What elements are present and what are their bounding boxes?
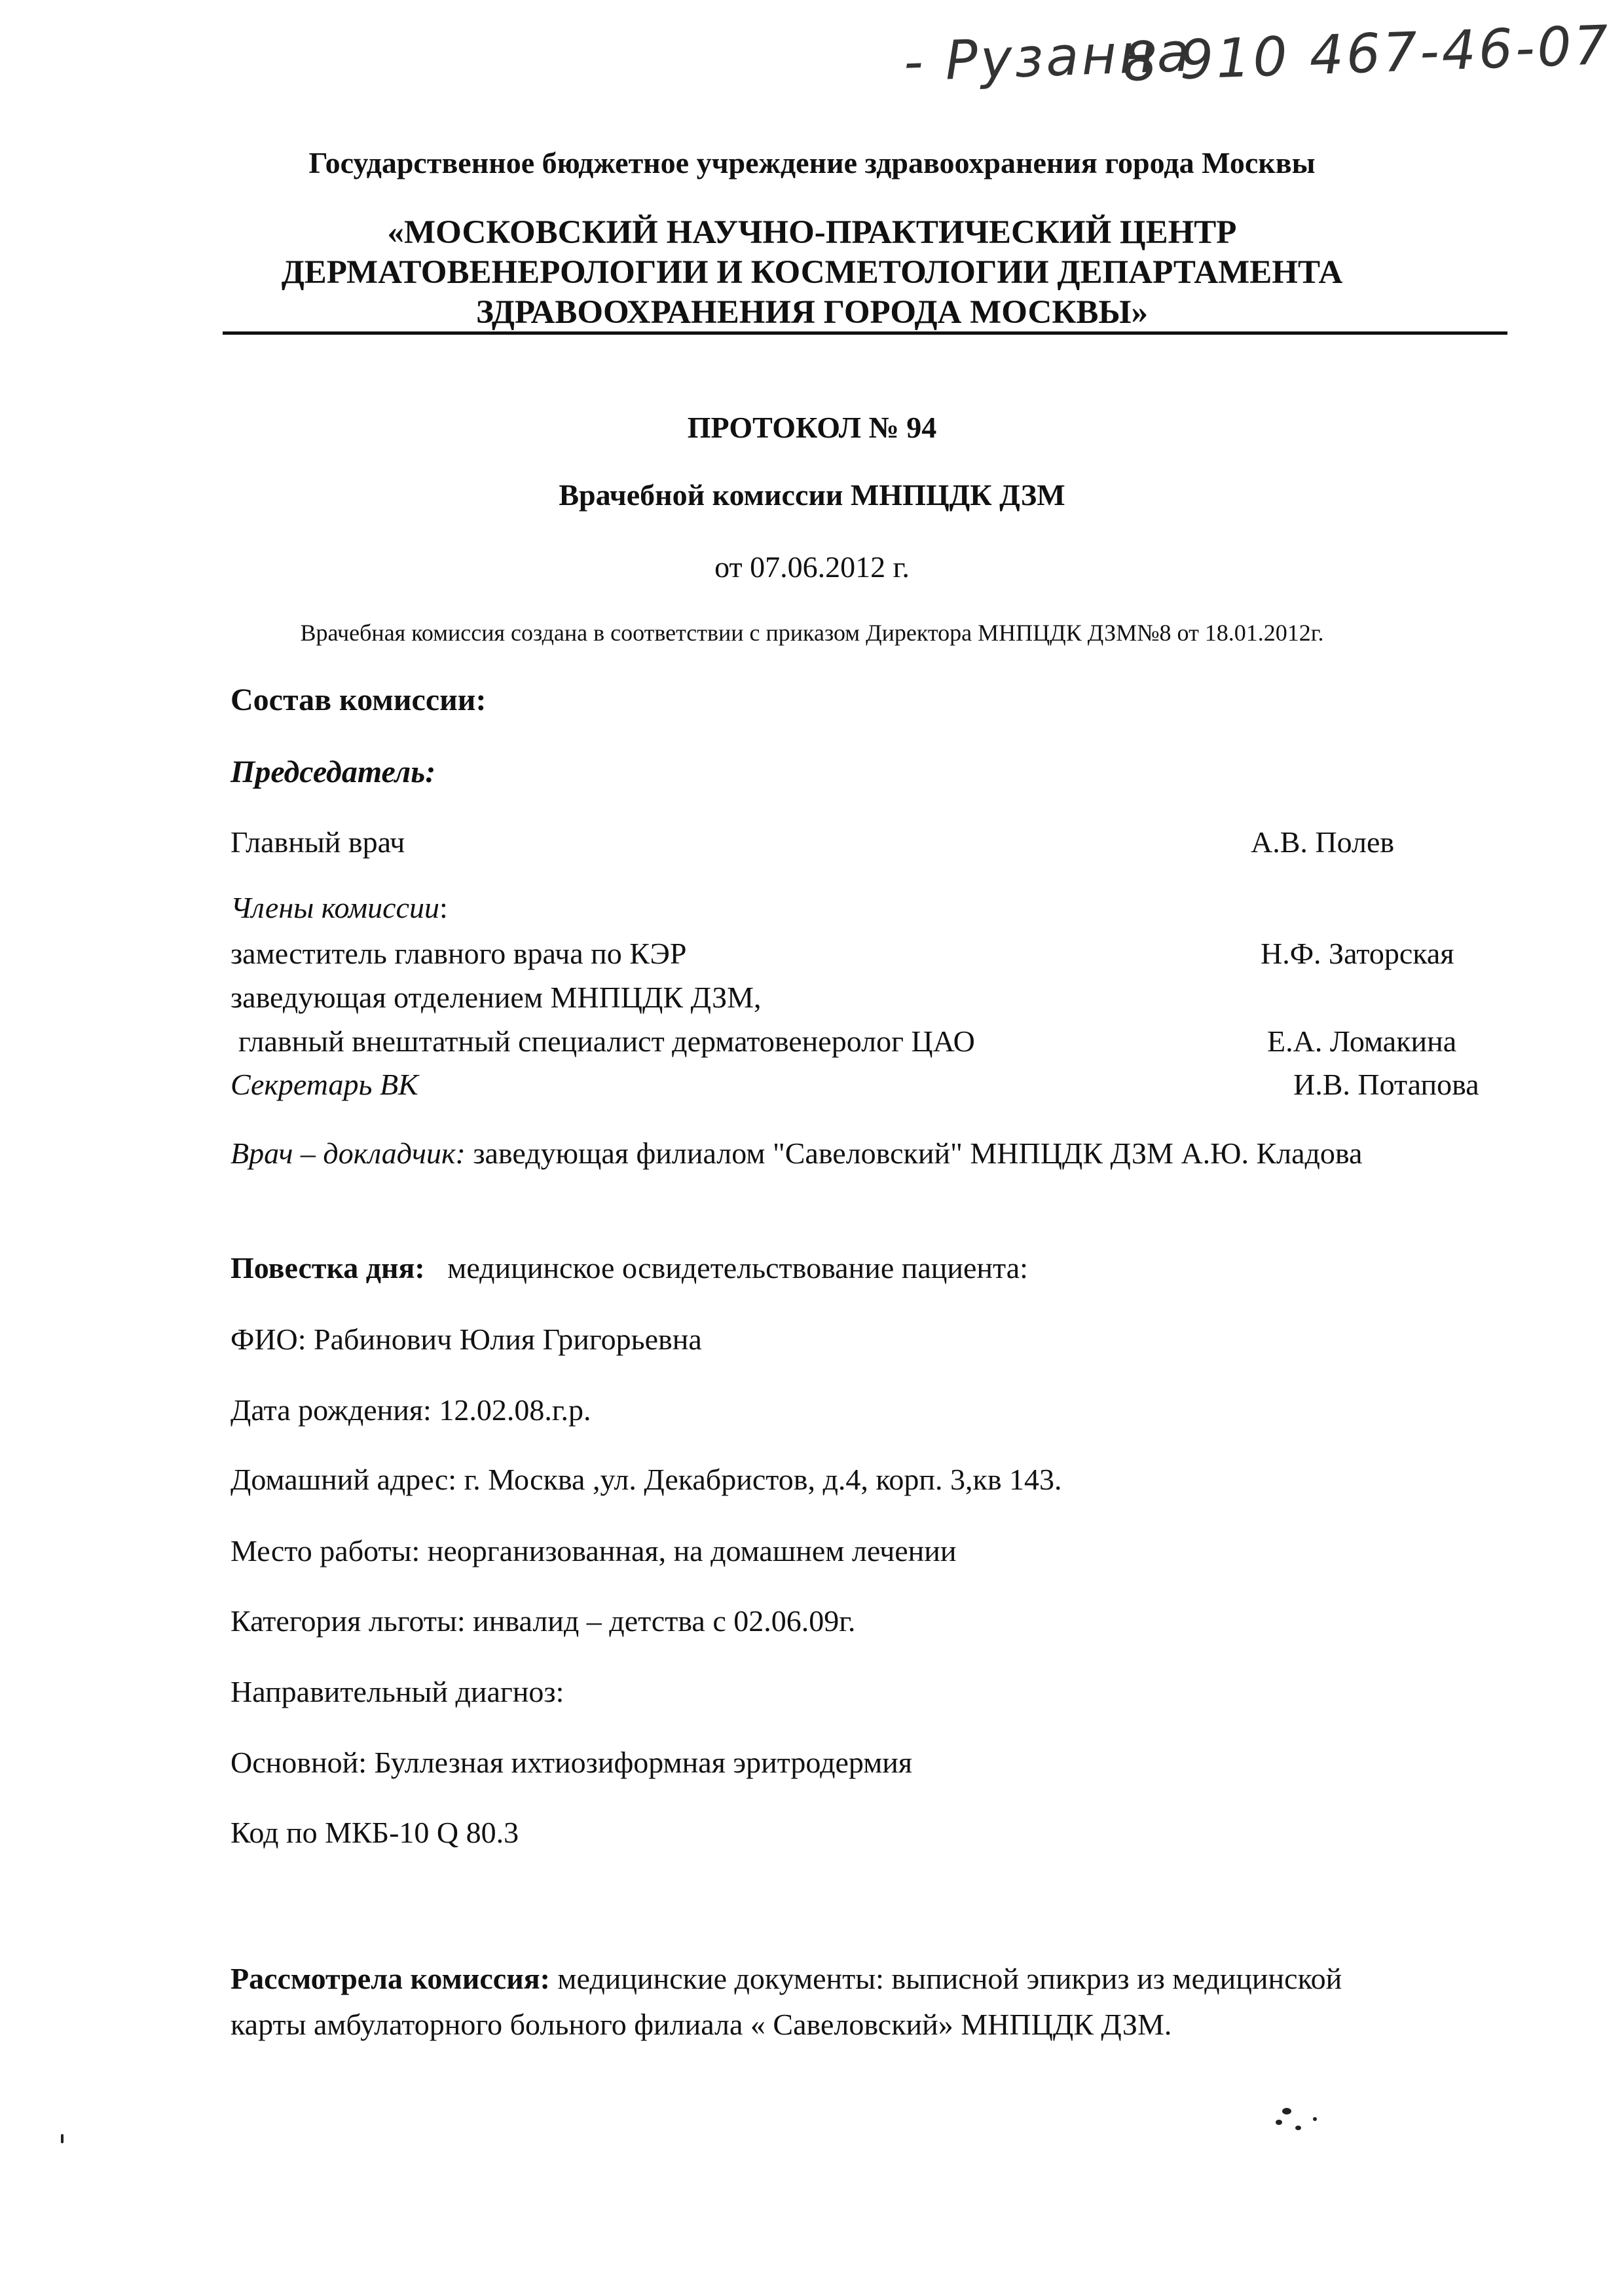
scan-speck xyxy=(1282,2108,1291,2114)
scan-speck xyxy=(1313,2117,1317,2121)
handwritten-name-text: Рузанна xyxy=(944,21,1194,92)
member-2-role-line-1: заведующая отделением МНПЦДК ДЗМ, xyxy=(231,981,762,1014)
protocol-subtitle: Врачебной комиссии МНПЦДК ДЗМ xyxy=(559,478,1065,512)
reporter-line xyxy=(231,1138,1362,1169)
icd10-code: Код по МКБ-10 Q 80.3 xyxy=(231,1816,519,1849)
referral-diagnosis-label: Направительный диагноз: xyxy=(231,1675,564,1708)
secretary-role: Секретарь ВК xyxy=(231,1068,418,1101)
reviewed-line-1 xyxy=(231,1964,1342,1994)
member-2-name: Е.А. Ломакина xyxy=(1267,1024,1457,1058)
center-name-line-1: «МОСКОВСКИЙ НАУЧНО-ПРАКТИЧЕСКИЙ ЦЕНТР xyxy=(387,214,1237,251)
reviewed-line-2: карты амбулаторного больного филиала « Савеловский» МНПЦДК ДЗМ. xyxy=(231,2008,1172,2041)
agenda-gap xyxy=(425,1251,448,1285)
chair-label: Председатель: xyxy=(231,755,436,789)
scan-speck xyxy=(1295,2126,1301,2130)
handwritten-dash: - xyxy=(902,29,947,94)
institution-name: Государственное бюджетное учреждение здравоохранения города Москвы xyxy=(308,146,1316,179)
patient-birthdate: Дата рождения: 12.02.08.г.р. xyxy=(231,1393,591,1427)
patient-fio: ФИО: Рабинович Юлия Григорьевна xyxy=(231,1323,702,1356)
header-divider xyxy=(223,331,1507,335)
center-name-line-2: ДЕРМАТОВЕНЕРОЛОГИИ И КОСМЕТОЛОГИИ ДЕПАРТАМЕНТА xyxy=(281,254,1343,291)
member-1-role: заместитель главного врача по КЭР xyxy=(231,937,687,970)
commission-created-note: Врачебная комиссия создана в соответствии с приказом Директора МНПЦДК ДЗМ№8 от 18.01.2012г. xyxy=(300,620,1324,646)
protocol-date: от 07.06.2012 г. xyxy=(714,550,910,584)
agenda-label: Повестка дня: xyxy=(231,1251,425,1285)
scan-speck xyxy=(61,2134,64,2143)
agenda-line xyxy=(231,1253,1028,1283)
members-label-colon: : xyxy=(439,891,448,924)
member-1-name: Н.Ф. Заторская xyxy=(1261,937,1454,970)
members-label-text: Члены комиссии xyxy=(231,891,439,924)
patient-benefit-category: Категория льготы: инвалид – детства с 02.06.09г. xyxy=(231,1604,856,1638)
handwritten-phone: 8 910 467-46-07 xyxy=(1122,14,1612,94)
scan-speck xyxy=(1276,2120,1282,2125)
chair-role: Главный врач xyxy=(231,825,405,859)
commission-heading: Состав комиссии: xyxy=(231,683,487,717)
members-label xyxy=(231,893,448,923)
patient-workplace: Место работы: неорганизованная, на домашнем лечении xyxy=(231,1534,957,1567)
reporter-label: Врач – докладчик: xyxy=(231,1136,466,1170)
secretary-name: И.В. Потапова xyxy=(1293,1068,1479,1101)
reviewed-text-1: медицинские документы: выписной эпикриз из медицинской xyxy=(549,1962,1342,1995)
center-name-line-3: ЗДРАВООХРАНЕНИЯ ГОРОДА МОСКВЫ» xyxy=(476,294,1148,331)
protocol-title: ПРОТОКОЛ № 94 xyxy=(687,411,937,444)
member-2-role-line-2: главный внештатный специалист дерматовенеролог ЦАО xyxy=(238,1024,975,1058)
main-diagnosis: Основной: Буллезная ихтиозиформная эритродермия xyxy=(231,1746,913,1779)
chair-name: А.В. Полев xyxy=(1251,825,1395,859)
reporter-text: заведующая филиалом "Савеловский" МНПЦДК ДЗМ А.Ю. Кладова xyxy=(465,1136,1363,1170)
agenda-text: медицинское освидетельствование пациента: xyxy=(447,1251,1028,1285)
patient-address: Домашний адрес: г. Москва ,ул. Декабристов, д.4, корп. 3,кв 143. xyxy=(231,1463,1062,1496)
reviewed-label: Рассмотрела комиссия: xyxy=(231,1962,550,1995)
